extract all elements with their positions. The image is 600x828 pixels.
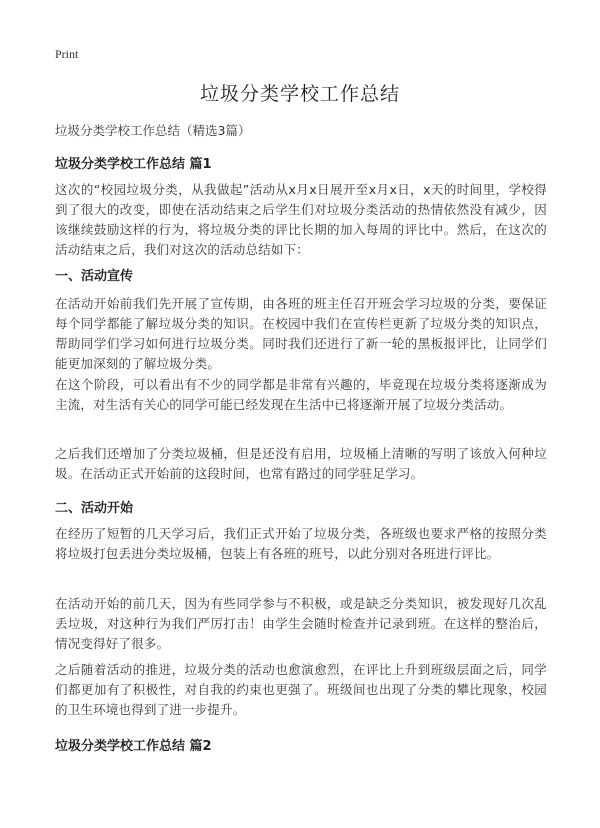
section2-paragraph-3: 之后随着活动的推进，垃圾分类的活动也愈演愈烈，在评比上升到班级层面之后，同学们都更加有了积极性，对自我的约束也更强了。班级间也出现了分类的攀比现象，校园的卫生环境也得到了进一步提升。 xyxy=(55,662,547,717)
section2-paragraph-2: 在活动开始的前几天，因为有些同学参与不积极，或是缺乏分类知识，被发现好几次乱丢垃圾，对这种行为我们严厉打击！由学生会随时检查并记录到班。在这样的整治后，情况变得好了很多。 xyxy=(55,596,547,651)
section1-paragraph-1: 在活动开始前我们先开展了宣传期，由各班的班主任召开班会学习垃圾的分类，要保证每个同学都能了解垃圾分类的知识。在校园中我们在宣传栏更新了垃圾分类的知识点，帮助同学们学习如何进行垃圾分类。同时我们还进行了新一轮的黑板报评比，让同学们能更加深刻的了解垃圾分类。 xyxy=(55,296,547,371)
section1-paragraph-2: 在这个阶段，可以看出有不少的同学都是非常有兴趣的，毕竟现在垃圾分类将逐渐成为主流，对生活有关心的同学可能已经发现在生活中已将逐渐开展了垃圾分类活动。 xyxy=(55,377,547,412)
print-label: Print xyxy=(55,47,79,61)
part2-heading: 垃圾分类学校工作总结 篇2 xyxy=(55,739,212,754)
section1-paragraph-3: 之后我们还增加了分类垃圾桶，但是还没有启用，垃圾桶上清晰的写明了该放入何种垃圾。在活动正式开始前的这段时间，也常有路过的同学驻足学习。 xyxy=(55,446,547,481)
section2-paragraph-1: 在经历了短暂的几天学习后，我们正式开始了垃圾分类，各班级也要求严格的按照分类将垃圾打包丢进分类垃圾桶，包装上有各班的班号，以此分别对各班进行评比。 xyxy=(55,526,547,561)
document-subtitle: 垃圾分类学校工作总结（精选3篇） xyxy=(55,123,251,138)
part1-heading: 垃圾分类学校工作总结 篇1 xyxy=(55,157,212,172)
intro-paragraph: 这次的“校园垃圾分类，从我做起”活动从x月x日展开至x月x日，x天的时间里，学校得到了很大的改变，即使在活动结束之后学生们对垃圾分类活动的热情依然没有减少，因该继续鼓励这样的行为，将垃圾分类的评比长期的加入每周的评比中。然后，在这次的 活动结束之后，我们对这次的活动总结如下： xyxy=(55,182,547,257)
section2-heading: 二、活动开始 xyxy=(55,501,134,516)
section1-heading: 一、活动宣传 xyxy=(55,269,134,284)
page-title: 垃圾分类学校工作总结 xyxy=(199,83,400,105)
